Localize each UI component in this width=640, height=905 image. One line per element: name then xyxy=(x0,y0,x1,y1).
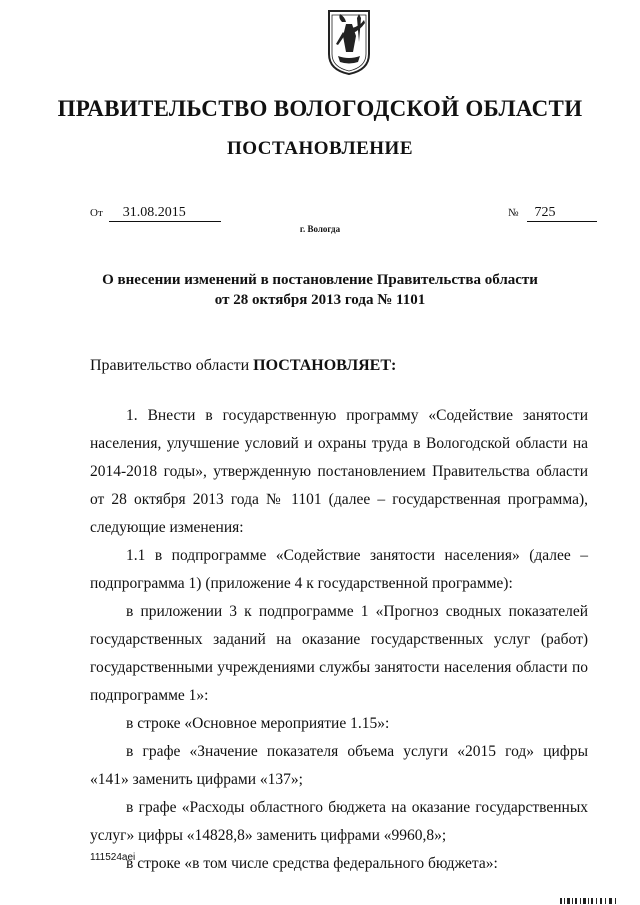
document-type: ПОСТАНОВЛЕНИЕ xyxy=(226,138,414,159)
body-paragraph: в приложении 3 к подпрограмме 1 «Прогноз сводных показателей государственных заданий на оказание государственных услуг (работ) государственными учреждениями службы занятости населения области по подпрограмме 1»: xyxy=(90,603,588,704)
organization-title: ПРАВИТЕЛЬСТВО ВОЛОГОДСКОЙ ОБЛАСТИ xyxy=(57,96,583,121)
body-paragraph: в графе «Расходы областного бюджета на оказание государственных услуг» цифры «14828,8» заменить цифрами «9960,8»; xyxy=(90,799,588,844)
subject-line: от 28 октября 2013 года № 1101 xyxy=(214,292,426,308)
city-label: г. Вологда xyxy=(299,224,341,234)
document-date xyxy=(90,205,221,222)
resolution-text: Правительство области xyxy=(90,357,254,374)
resolution-keyword: ПОСТАНОВЛЯЕТ: xyxy=(253,357,397,374)
document-number xyxy=(508,205,597,222)
document-body xyxy=(90,402,588,878)
vologda-coat-of-arms-icon xyxy=(326,8,372,76)
subject-line: О внесении изменений в постановление Правительства области xyxy=(102,272,538,288)
body-paragraph: в строке «в том числе средства федерального бюджета»: xyxy=(126,855,498,872)
body-paragraph: 1. Внести в государственную программу «Содействие занятости населения, улучшение условий и охраны труда в Вологодской области на 2014-2018 годы», утвержденную постановлением Правительства области от 28 октября 2013 года № 1101 (далее – государственная программа), следующие изменения: xyxy=(90,407,588,536)
barcode-icon xyxy=(560,898,620,904)
number-value: 725 xyxy=(527,205,597,222)
date-value: 31.08.2015 xyxy=(109,205,221,222)
body-paragraph: 1.1 в подпрограмме «Содействие занятости населения» (далее – подпрограмма 1) (приложение 4 к государственной программе): xyxy=(90,547,588,592)
number-prefix: № xyxy=(508,207,519,219)
document-code: 111524aei xyxy=(90,852,136,863)
date-prefix: От xyxy=(90,207,103,219)
body-paragraph: в строке «Основное мероприятие 1.15»: xyxy=(126,715,390,732)
document-subject xyxy=(60,270,580,310)
resolution-statement xyxy=(90,357,396,375)
body-paragraph: в графе «Значение показателя объема услуги «2015 год» цифры «141» заменить цифрами «137»; xyxy=(90,743,588,788)
